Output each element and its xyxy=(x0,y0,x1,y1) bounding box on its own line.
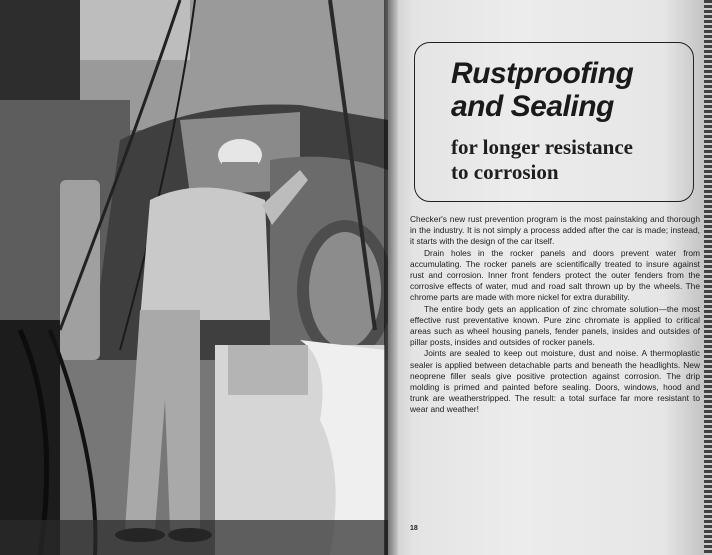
paragraph: Drain holes in the rocker panels and doors prevent water from accumulating. The rocker panels are scientifically treated to insure against rust and corrosion. Inner front fenders protect the outer fenders from the corrosive effects of water, mud and road salt thrown up by the wheels. The chrome parts are made with more nickel for extra durability. xyxy=(410,247,700,303)
page-edge xyxy=(704,0,712,555)
article-subtitle: for longer resistance to corrosion xyxy=(451,135,633,184)
paragraph: Joints are sealed to keep out moisture, dust and noise. A thermoplastic sealer is applied between detachable parts and beneath the headlights. New neoprene filler seals give positive protection against corrosion. The drip molding is primed and painted before sealing. Doors, windows, hood and trunk are weatherstripped. The result: a total surface far more resistant to wear and weather! xyxy=(410,348,700,415)
paragraph: Checker's new rust prevention program is the most painstaking and thorough in the industry. It is not simply a process added after the car is made; instead, it starts with the design of the car itself. xyxy=(410,214,700,247)
article-page xyxy=(388,0,712,555)
article-body xyxy=(410,214,700,416)
book-gutter xyxy=(384,0,398,555)
title-frame xyxy=(414,42,694,202)
article-title: Rustproofing and Sealing xyxy=(451,57,634,123)
paragraph: The entire body gets an application of zinc chromate solution—the most effective rust preventative known. Pure zinc chromate is applied to critical areas such as wheel housing panels, fender panels, insides and outsides of pillar posts, insides and outsides of rocker panels. xyxy=(410,303,700,348)
page-number: 18 xyxy=(410,525,418,532)
